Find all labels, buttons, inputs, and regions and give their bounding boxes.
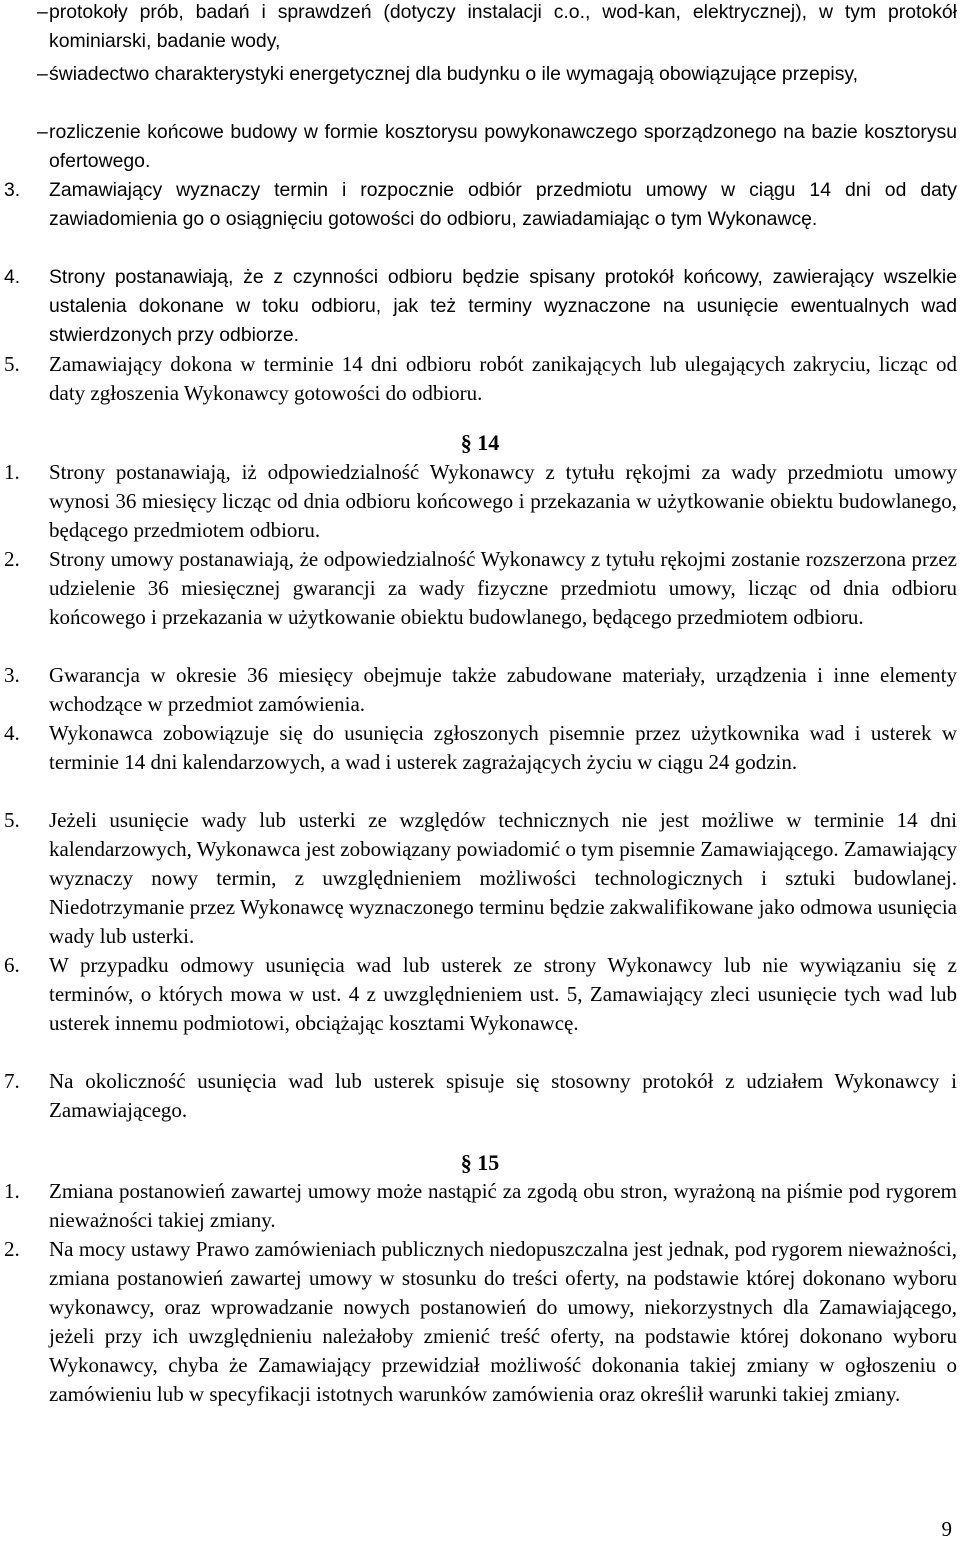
paragraph-text: Jeżeli usunięcie wady lub usterki ze względów technicznych nie jest możliwe w terminie 14 dni kalendarzowych, Wykonawca jest zobowiązany powiadomić o tym pisemnie Zamawiającego. Zamawiający wyznaczy nowy termin, z uwzględnieniem możliwości technologicznych i sztuki budowlanej. Niedotrzymanie przez Wykonawcę wyznaczonego terminu będzie zakwalifikowane jako odmowa usunięcia wady lub usterki. — [49, 808, 957, 948]
paragraph-number: 2. — [4, 547, 20, 571]
numbered-paragraph — [4, 951, 957, 1038]
numbered-paragraph — [4, 661, 957, 719]
paragraph-text: Gwarancja w okresie 36 miesięcy obejmuje także zabudowane materiały, urządzenia i inne elementy wchodzące w przedmiot zamówienia. — [49, 663, 957, 716]
dash-marker: – — [37, 121, 48, 143]
numbered-paragraph — [4, 1235, 957, 1409]
paragraph-text: Zamawiający wyznaczy termin i rozpocznie odbiór przedmiotu umowy w ciągu 14 dni od daty zawiadomienia go o osiągnięciu gotowości do odbioru, zawiadamiając o tym Wykonawcę. — [49, 179, 957, 230]
section-heading-14: § 14 — [460, 430, 500, 455]
paragraph-number: 4. — [4, 721, 20, 745]
numbered-paragraph — [4, 176, 957, 234]
numbered-paragraph — [4, 806, 957, 951]
dash-list-item — [37, 60, 957, 89]
paragraph-number: 6. — [4, 953, 20, 977]
paragraph-number: 5. — [4, 352, 20, 376]
paragraph-number: 7. — [4, 1069, 20, 1093]
dash-list-item — [37, 118, 957, 176]
section-heading-15: § 15 — [460, 1150, 500, 1175]
numbered-paragraph — [4, 719, 957, 777]
paragraph-text: Wykonawca zobowiązuje się do usunięcia zgłoszonych pisemnie przez użytkownika wad i usterek w terminie 14 dni kalendarzowych, a wad i usterek zagrażających życiu w ciągu 24 godzin. — [49, 721, 957, 774]
paragraph-text: Zmiana postanowień zawartej umowy może nastąpić za zgodą obu stron, wyrażoną na piśmie pod rygorem nieważności takiej zmiany. — [49, 1179, 957, 1232]
numbered-paragraph — [4, 263, 957, 350]
paragraph-number: 3. — [4, 179, 21, 201]
paragraph-text: Strony umowy postanawiają, że odpowiedzialność Wykonawcy z tytułu rękojmi zostanie rozszerzona przez udzielenie 36 miesięcznej gwarancji za wady fizyczne przedmiotu umowy, licząc od dnia odbioru końcowego i przekazania w użytkowanie obiektu budowlanego, będącego przedmiotem odbioru. — [49, 547, 957, 629]
dash-marker: – — [37, 1, 48, 23]
numbered-paragraph — [4, 545, 957, 632]
numbered-paragraph — [4, 458, 957, 545]
dash-item-text: świadectwo charakterystyki energetycznej dla budynku o ile wymagają obowiązujące przepisy, — [49, 63, 859, 85]
paragraph-text: Na mocy ustawy Prawo zamówieniach publicznych niedopuszczalna jest jednak, pod rygorem nieważności, zmiana postanowień zawartej umowy w stosunku do treści oferty, na podstawie której dokonano wyboru wykonawcy, oraz wprowadzanie nowych postanowień do umowy, niekorzystnych dla Zamawiającego, jeżeli przy ich uwzględnieniu należałoby zmienić treść oferty, na podstawie której dokonano wyboru Wykonawcy, chyba że Zamawiający przewidział możliwość dokonania takiej zmiany w ogłoszeniu o zamówieniu lub w specyfikacji istotnych warunków zamówienia oraz określił warunki takiej zmiany. — [49, 1237, 957, 1406]
paragraph-number: 3. — [4, 663, 20, 687]
paragraph-number: 1. — [4, 1179, 20, 1203]
dash-item-text: protokoły prób, badań i sprawdzeń (dotyczy instalacji c.o., wod-kan, elektrycznej), w tym protokół kominiarski, badanie wody, — [49, 1, 957, 52]
dash-marker: – — [37, 63, 48, 85]
paragraph-number: 2. — [4, 1237, 20, 1261]
paragraph-text: Strony postanawiają, iż odpowiedzialność Wykonawcy z tytułu rękojmi za wady przedmiotu umowy wynosi 36 miesięcy licząc od dnia odbioru końcowego i przekazania w użytkowanie obiektu budowlanego, będącego przedmiotem odbioru. — [49, 460, 957, 542]
paragraph-text: W przypadku odmowy usunięcia wad lub usterek ze strony Wykonawcy lub nie wywiązaniu się z terminów, o których mowa w ust. 4 z uwzględnieniem ust. 5, Zamawiający zleci usunięcie tych wad lub usterek innemu podmiotowi, obciążając kosztami Wykonawcę. — [49, 953, 957, 1035]
dash-list-item — [37, 0, 957, 56]
paragraph-text: Na okoliczność usunięcia wad lub usterek spisuje się stosowny protokół z udziałem Wykonawcy i Zamawiającego. — [49, 1069, 957, 1122]
dash-item-text: rozliczenie końcowe budowy w formie kosztorysu powykonawczego sporządzonego na bazie kosztorysu ofertowego. — [49, 121, 957, 172]
numbered-paragraph — [4, 350, 957, 408]
paragraph-number: 4. — [4, 266, 21, 288]
paragraph-number: 1. — [4, 460, 20, 484]
numbered-paragraph — [4, 1067, 957, 1125]
page-number: 9 — [941, 1517, 952, 1541]
paragraph-number: 5. — [4, 808, 20, 832]
paragraph-text: Strony postanawiają, że z czynności odbioru będzie spisany protokół końcowy, zawierający wszelkie ustalenia dokonane w toku odbioru, jak też terminy wyznaczone na usunięcie ewentualnych wad stwierdzonych przy odbiorze. — [49, 266, 957, 346]
numbered-paragraph — [4, 1177, 957, 1235]
paragraph-text: Zamawiający dokona w terminie 14 dni odbioru robót zanikających lub ulegających zakryciu, licząc od daty zgłoszenia Wykonawcy gotowości do odbioru. — [49, 352, 957, 405]
